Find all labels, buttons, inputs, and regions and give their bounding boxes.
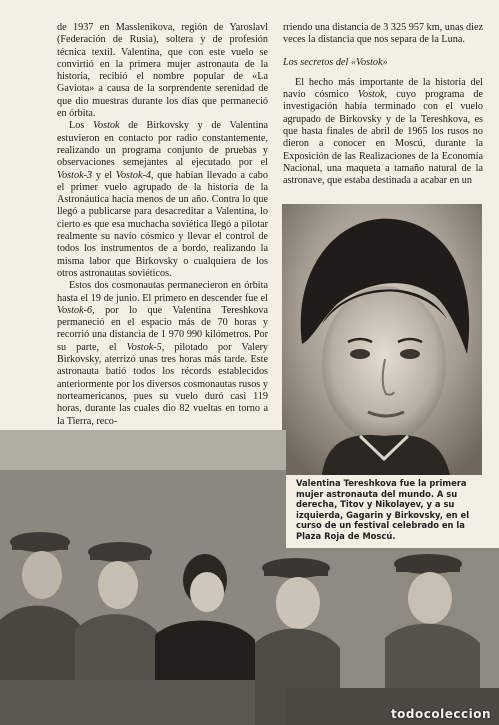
left-paragraph-1: de 1937 en Masslenikova, región de Yaroslavl (Federación de Rusia), soltera y de profesión técnica textil. Valentina, que con este vuelo se convirtió en la primera mujer astronauta de la historia, recibió el nombre popular de «La Gaviota» a causa de la sorprendente serenidad de que dio muestras durante los días que permaneció en órbita. [57,22,268,120]
section-subheading: Los secretos del «Vostok» [283,56,388,68]
crowd-illustration-right [0,548,499,725]
red-square-photo-right [0,548,499,725]
photo-caption: Valentina Tereshkova fue la primera mujer astronauta del mundo. A su derecha, Titov y Nikolayev, y a su izquierda, Gagarin y Birkovsky, en el curso de un festival celebrado en la Plaza Roja de Moscú. [296,478,470,541]
portrait-photo [282,204,482,475]
left-paragraph-2: Los Vostok de Birkovsky y de Valentina estuvieron en contacto por radio constantemente, realizando un programa conjunto de pruebas y observaciones semejantes al ejecutado por el Vostok-3 y el Vostok-4, que habían llevado a cabo el primer vuelo agrupado de la historia de la Astronáutica hacía menos de un año. Contra lo que llegó a publicarse para desacreditar a Valentina, lo cierto es que esa muchacha soviética llegó a pilotar realmente su navío cósmico y llevar el control de todos los instrumentos de a bordo, realizando la misma labor que Birkovsky o cualquiera de los otros astronautas soviéticos. [57,120,269,279]
left-text-column [57,22,268,428]
right-text-column [283,22,483,188]
left-paragraph-3: Estos dos cosmonautas permanecieron en órbita hasta el 19 de junio. El primero en descender fue el Vostok-6, por lo que Valentina Tereshkova permaneció en el espacio más de 70 horas y recorrió una distancia de 1 970 990 kilómetros. Por su parte, el Vostok-5, pilotado por Valery Birkovsky, aterrizó unas tres horas más tarde. Este astronauta batió todos los récords establecidos anteriormente por los diversos cosmonautas rusos y norteamericanos, pues su vuelo duró casi 119 horas, durante las cuales dio 82 vueltas en torno a la Tierra, reco- [57,280,268,427]
watermark-logo: todocoleccion [390,707,491,721]
portrait-illustration [282,204,482,475]
right-paragraph-1: rriendo una distancia de 3 325 957 km, unas diez veces la distancia que nos separa de la Luna. [283,22,483,46]
right-paragraph-2: El hecho más importante de la historia del navío cósmico Vostok, cuyo programa de investigación había terminado con el vuelo agrupado de Birkovsky y de la Tereshkova, es que hasta finales de abril de 1965 los rusos no dieron a conocer en Moscú, durante la Exposición de las Realizaciones de la Economía Nacional, una maqueta a tamaño natural de la astronave, que estaba destinada a acabar en un [283,76,483,187]
